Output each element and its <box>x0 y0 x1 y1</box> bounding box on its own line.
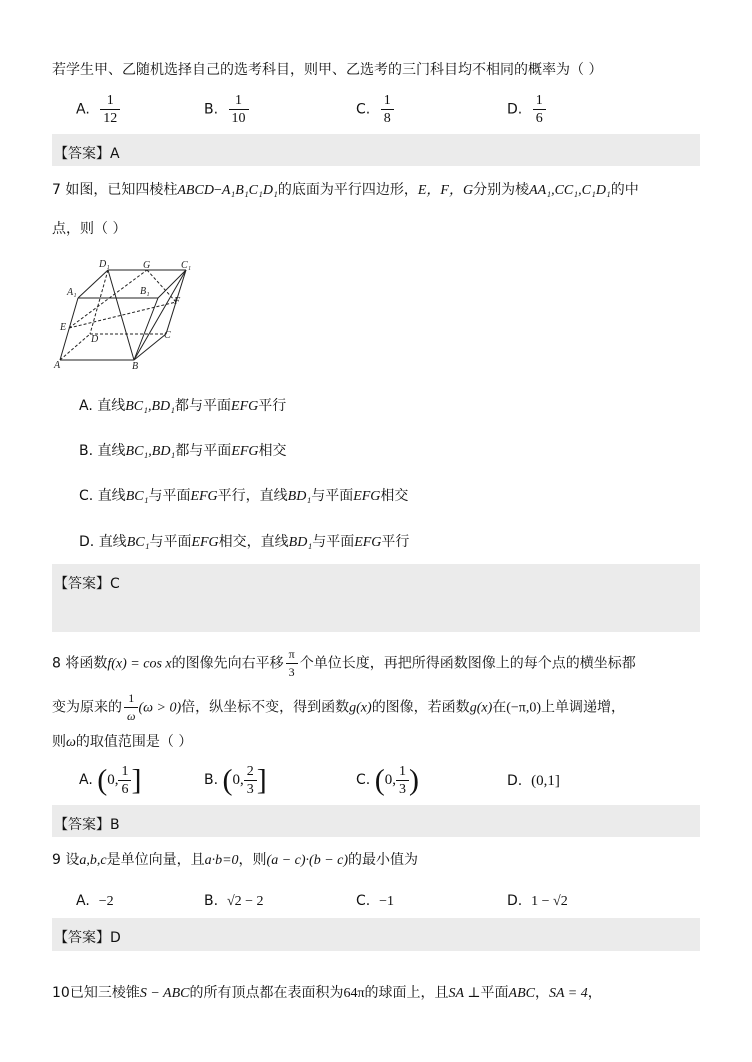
q8-option-c[interactable]: C. (0, $\frac{1}{3}$ ) <box>356 763 419 797</box>
q6-answer: 【答案】A <box>54 146 120 162</box>
label-b: B <box>132 361 139 370</box>
q6-option-b[interactable]: B. $\frac{1}{10}$ <box>204 92 249 127</box>
fraction: $\frac{1}{6}$ <box>118 763 131 798</box>
fraction: $\frac{\pi}{3}$ <box>286 646 298 681</box>
label-f: F <box>174 296 181 307</box>
segment-bc1 <box>134 270 186 360</box>
fraction: $\frac{1}{8}$ <box>381 92 394 127</box>
q7-answer-bar <box>52 564 700 632</box>
q8-stem-line2: 变为原来的 $\frac{1}{\omega}$ (ω > 0)倍，纵坐标不变，得到函数g(x)的图像，若函数g(x)在(−π,0)上单调递增， <box>52 691 626 723</box>
q7-answer: 【答案】C <box>54 576 120 592</box>
fraction: $\frac{1}{3}$ <box>396 763 409 798</box>
q7-stem-line2: 点，则（ ） <box>52 221 127 237</box>
edge-d1d <box>90 270 108 334</box>
q8-answer: 【答案】B <box>54 817 120 833</box>
q7-option-a[interactable]: A. 直线BC₁,BD₁都与平面EFG平行 <box>79 398 287 414</box>
q6-option-d[interactable]: D. $\frac{1}{6}$ <box>507 92 546 127</box>
q8-option-a[interactable]: A. (0, $\frac{1}{6}$ ] <box>79 763 142 797</box>
edge-a1d1 <box>78 270 108 298</box>
label-c: C <box>164 330 171 341</box>
fraction: $\frac{2}{3}$ <box>244 763 257 798</box>
q10-stem: 10已知三棱锥S − ABC的所有顶点都在表面积为64π的球面上，且SA ⊥平面ABC，SA = 4， <box>52 985 602 1001</box>
q9-option-a[interactable]: A. −2 <box>76 893 114 909</box>
label-d: D <box>91 334 99 345</box>
q9-option-b[interactable]: B. √2 − 2 <box>204 893 264 909</box>
q9-stem: 9 设a,b,c是单位向量，且a·b=0，则(a − c)·(b − c)的最小值为 <box>52 852 419 868</box>
q7-stem-line1: 7 如图，已知四棱柱ABCD−A₁B₁C₁D₁的底面为平行四边形，E，F，G分别为棱AA₁,CC₁,C₁D₁的中 <box>52 182 639 198</box>
segment-eg <box>69 270 147 328</box>
q9-answer: 【答案】D <box>54 930 121 946</box>
q8-stem-line1: 8 将函数f(x) = cos x的图像先向右平移 $\frac{\pi}{3}$ 个单位长度，再把所得函数图像上的每个点的横坐标都 <box>52 647 636 679</box>
q6-option-c[interactable]: C. $\frac{1}{8}$ <box>356 92 394 127</box>
q9-option-c[interactable]: C. −1 <box>356 893 395 909</box>
q7-option-d[interactable]: D. 直线BC₁与平面EFG相交，直线BD₁与平面EFG平行 <box>79 534 410 550</box>
label-d1: D₁ <box>99 259 110 270</box>
q9-option-d[interactable]: D. 1 − √2 <box>507 893 568 909</box>
label-e: E <box>60 322 67 333</box>
label-b1: B₁ <box>140 286 150 297</box>
q7-option-c[interactable]: C. 直线BC₁与平面EFG平行，直线BD₁与平面EFG相交 <box>79 488 409 504</box>
fraction: $\frac{1}{12}$ <box>100 92 120 127</box>
fraction: $\frac{1}{10}$ <box>229 92 249 127</box>
segment-bd1 <box>108 270 134 360</box>
label-g: G <box>143 260 151 271</box>
prism-figure <box>50 258 200 370</box>
label-c1: C₁ <box>181 260 192 271</box>
q8-option-d[interactable]: D. (0,1] <box>507 773 560 789</box>
q6-option-a[interactable]: A. $\frac{1}{12}$ <box>76 92 120 127</box>
segment-gf <box>147 270 176 302</box>
q8-option-b[interactable]: B. (0, $\frac{2}{3}$ ] <box>204 763 267 797</box>
fraction: $\frac{1}{\omega}$ <box>124 690 138 725</box>
label-a1: A₁ <box>67 287 77 298</box>
label-a: A <box>54 360 61 370</box>
q7-option-b[interactable]: B. 直线BC₁,BD₁都与平面EFG相交 <box>79 443 287 459</box>
q9-answer-bar <box>52 918 700 951</box>
fraction: $\frac{1}{6}$ <box>533 92 546 127</box>
edge-ad <box>60 334 90 360</box>
q8-stem-line3: 则ω的取值范围是（ ） <box>52 734 193 750</box>
q6-answer-bar <box>52 134 700 166</box>
q8-answer-bar <box>52 805 700 837</box>
q6-stem: 若学生甲、乙随机选择自己的选考科目，则甲、乙选考的三门科目均不相同的概率为（ ） <box>52 62 603 78</box>
